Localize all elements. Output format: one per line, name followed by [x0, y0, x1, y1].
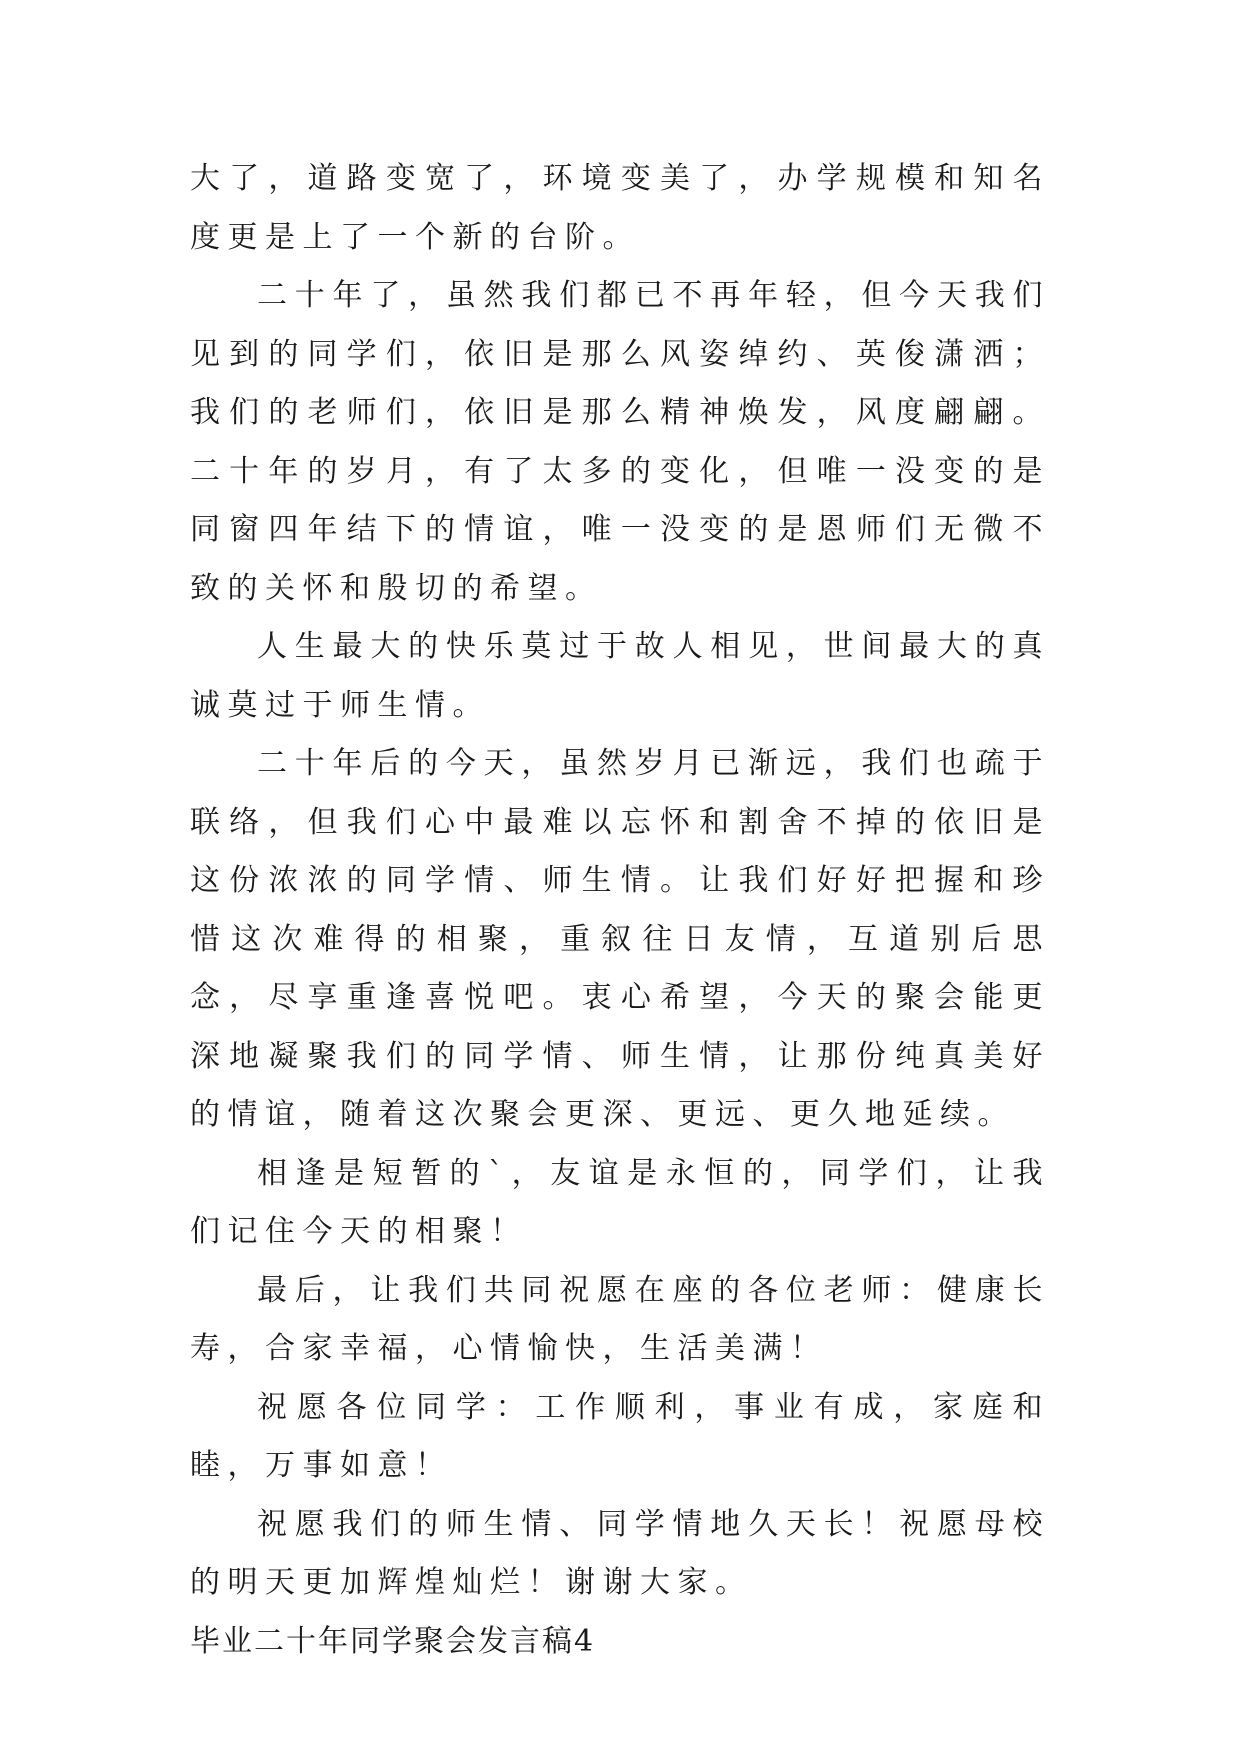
paragraph-twenty-years: 二十年了，虽然我们都已不再年轻，但今天我们见到的同学们，依旧是那么风姿绰约、英俊潇洒；我们的老师们，依旧是那么精神焕发，风度翩翩。二十年的岁月，有了太多的变化，但唯一没变的是同窗四年结下的情谊，唯一没变的是恩师们无微不致的关怀和殷切的希望。 [190, 278, 1050, 606]
paragraph-wish-classmates: 祝愿各位同学：工作顺利，事业有成，家庭和睦，万事如意！ [190, 1389, 1050, 1483]
paragraph-friendship: 相逢是短暂的`，友谊是永恒的，同学们，让我们记住今天的相聚！ [190, 1155, 1050, 1249]
paragraph-life-joy: 人生最大的快乐莫过于故人相见，世间最大的真诚莫过于师生情。 [190, 629, 1050, 723]
section-heading: 毕业二十年同学聚会发言稿4 [190, 1623, 596, 1659]
paragraph-wish-teachers: 最后，让我们共同祝愿在座的各位老师：健康长寿，合家幸福，心情愉快，生活美满！ [190, 1272, 1050, 1366]
paragraph-today: 二十年后的今天，虽然岁月已渐远，我们也疏于联络，但我们心中最难以忘怀和割舍不掉的依旧是这份浓浓的同学情、师生情。让我们好好把握和珍惜这次难得的相聚，重叙往日友情，互道别后思念，尽享重逢喜悦吧。衷心希望，今天的聚会能更深地凝聚我们的同学情、师生情，让那份纯真美好的情谊，随着这次聚会更深、更远、更久地延续。 [190, 746, 1050, 1132]
paragraph-closing: 祝愿我们的师生情、同学情地久天长！祝愿母校的明天更加辉煌灿烂！谢谢大家。 [190, 1506, 1050, 1600]
document-page [190, 150, 1050, 1671]
paragraph-continuation: 大了，道路变宽了，环境变美了，办学规模和知名度更是上了一个新的台阶。 [190, 161, 1050, 255]
